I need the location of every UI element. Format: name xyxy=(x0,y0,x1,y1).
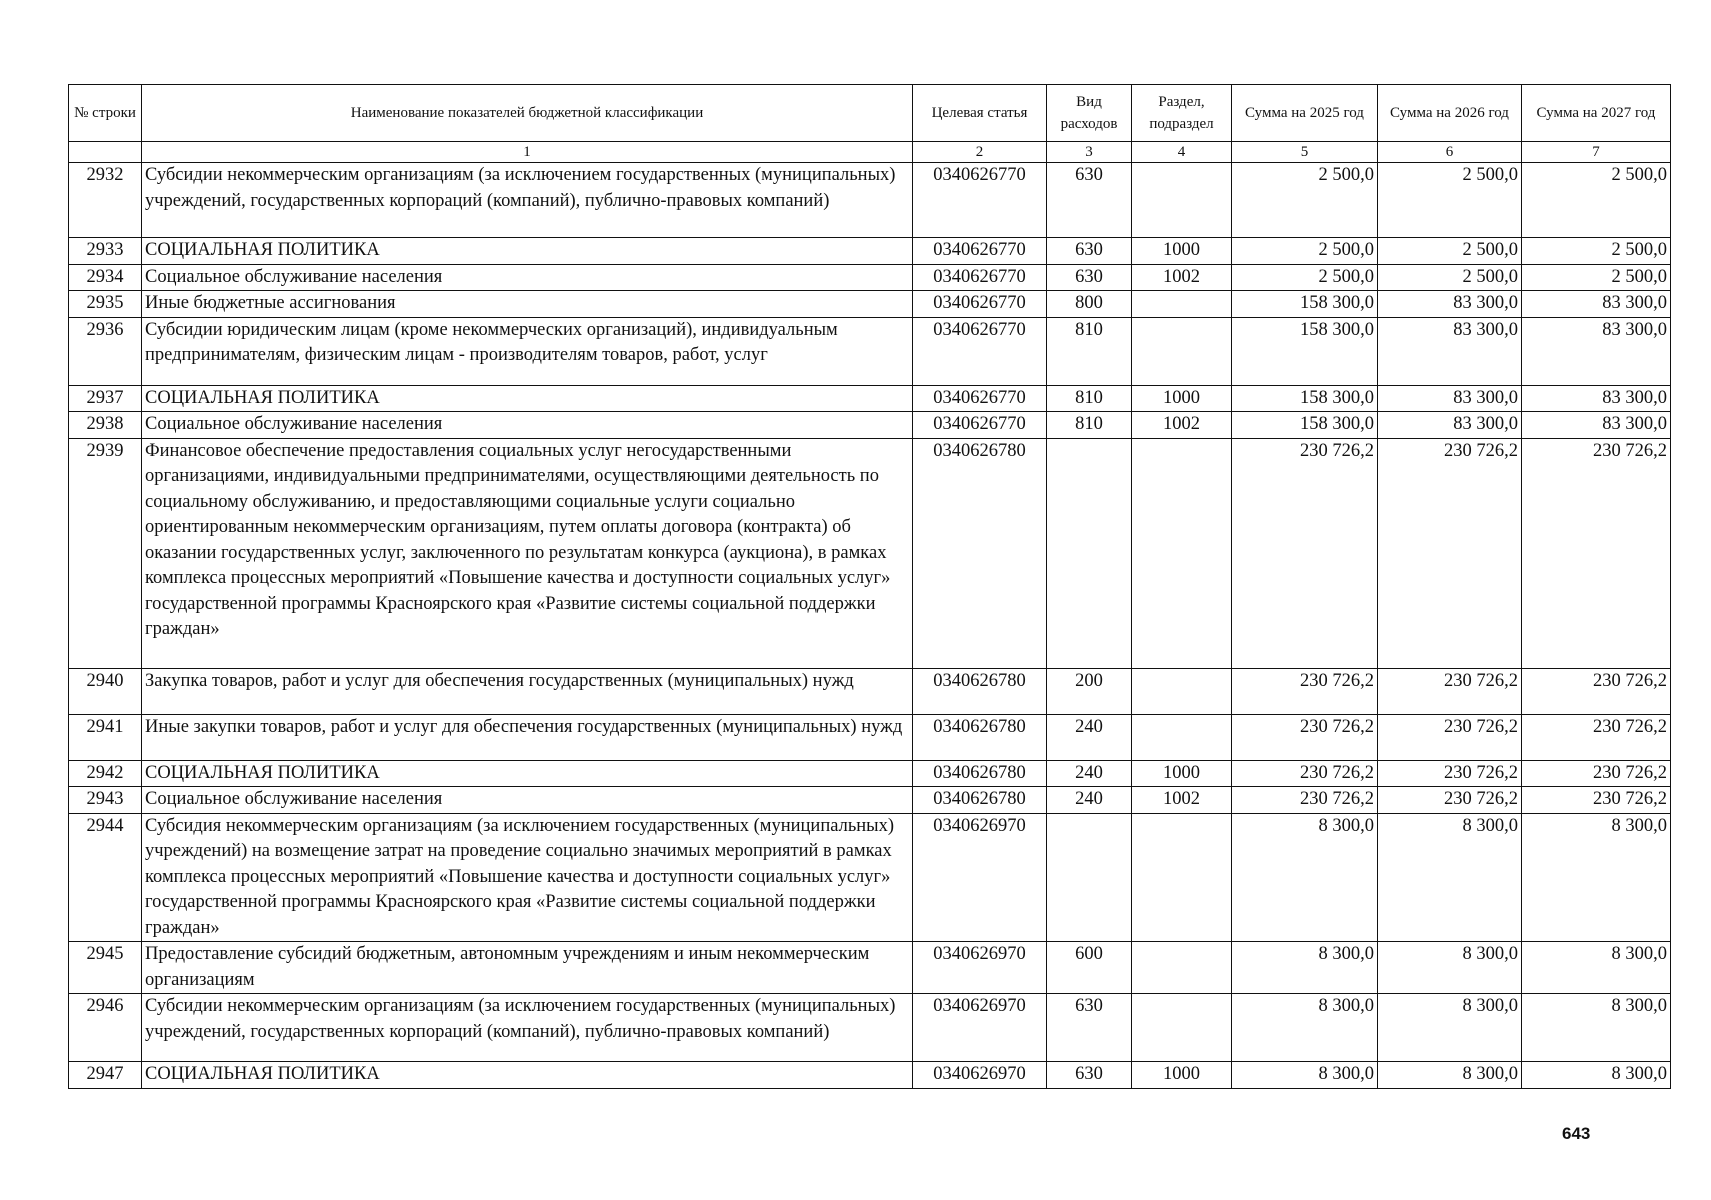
indicator-name-cell: СОЦИАЛЬНАЯ ПОЛИТИКА xyxy=(142,238,913,265)
section-code-cell: 1002 xyxy=(1132,412,1232,439)
indicator-name-cell: Иные закупки товаров, работ и услуг для обеспечения государственных (муниципальных) нужд xyxy=(142,714,913,760)
table-row xyxy=(69,994,1671,1062)
expense-type-cell: 630 xyxy=(1047,994,1132,1062)
section-code-cell xyxy=(1132,163,1232,238)
row-number-cell: 2942 xyxy=(69,760,142,787)
table-row xyxy=(69,438,1671,668)
section-code-cell xyxy=(1132,317,1232,385)
target-article-cell: 0340626770 xyxy=(913,163,1047,238)
sum-2026-cell: 230 726,2 xyxy=(1378,668,1522,714)
target-article-cell: 0340626780 xyxy=(913,787,1047,814)
table-row xyxy=(69,668,1671,714)
sum-2025-cell: 230 726,2 xyxy=(1232,714,1378,760)
sum-2025-cell: 158 300,0 xyxy=(1232,317,1378,385)
row-number-cell: 2935 xyxy=(69,291,142,318)
sum-2027-cell: 230 726,2 xyxy=(1522,438,1671,668)
target-article-cell: 0340626770 xyxy=(913,264,1047,291)
header-section: Раздел, подраздел xyxy=(1132,85,1232,142)
sum-2026-cell: 8 300,0 xyxy=(1378,942,1522,994)
budget-sheet xyxy=(68,84,1670,1089)
header-sum-2026: Сумма на 2026 год xyxy=(1378,85,1522,142)
table-row xyxy=(69,163,1671,238)
sum-2027-cell: 83 300,0 xyxy=(1522,412,1671,439)
row-number-cell: 2939 xyxy=(69,438,142,668)
section-code-cell: 1002 xyxy=(1132,787,1232,814)
header-sum-2025: Сумма на 2025 год xyxy=(1232,85,1378,142)
sum-2025-cell: 2 500,0 xyxy=(1232,163,1378,238)
table-row xyxy=(69,942,1671,994)
sum-2027-cell: 8 300,0 xyxy=(1522,813,1671,942)
sum-2027-cell: 83 300,0 xyxy=(1522,291,1671,318)
sum-2026-cell: 83 300,0 xyxy=(1378,317,1522,385)
indicator-name-cell: СОЦИАЛЬНАЯ ПОЛИТИКА xyxy=(142,760,913,787)
section-code-cell: 1000 xyxy=(1132,385,1232,412)
column-number: 6 xyxy=(1378,142,1522,163)
section-code-cell: 1000 xyxy=(1132,1062,1232,1089)
column-number: 4 xyxy=(1132,142,1232,163)
expense-type-cell: 240 xyxy=(1047,714,1132,760)
target-article-cell: 0340626780 xyxy=(913,714,1047,760)
target-article-cell: 0340626770 xyxy=(913,317,1047,385)
sum-2025-cell: 230 726,2 xyxy=(1232,760,1378,787)
sum-2025-cell: 2 500,0 xyxy=(1232,264,1378,291)
target-article-cell: 0340626770 xyxy=(913,291,1047,318)
column-number: 2 xyxy=(913,142,1047,163)
column-number: 1 xyxy=(142,142,913,163)
sum-2027-cell: 83 300,0 xyxy=(1522,385,1671,412)
indicator-name-cell: Социальное обслуживание населения xyxy=(142,787,913,814)
target-article-cell: 0340626780 xyxy=(913,668,1047,714)
expense-type-cell: 630 xyxy=(1047,1062,1132,1089)
expense-type-cell: 240 xyxy=(1047,760,1132,787)
sum-2026-cell: 8 300,0 xyxy=(1378,813,1522,942)
sum-2026-cell: 230 726,2 xyxy=(1378,438,1522,668)
indicator-name-cell: СОЦИАЛЬНАЯ ПОЛИТИКА xyxy=(142,385,913,412)
header-expense-type: Вид расходов xyxy=(1047,85,1132,142)
row-number-cell: 2937 xyxy=(69,385,142,412)
column-number xyxy=(69,142,142,163)
section-code-cell xyxy=(1132,813,1232,942)
target-article-cell: 0340626780 xyxy=(913,438,1047,668)
header-row-number: № строки xyxy=(69,85,142,142)
sum-2026-cell: 230 726,2 xyxy=(1378,714,1522,760)
expense-type-cell: 810 xyxy=(1047,412,1132,439)
header-target-article: Целевая статья xyxy=(913,85,1047,142)
row-number-cell: 2932 xyxy=(69,163,142,238)
expense-type-cell: 240 xyxy=(1047,787,1132,814)
indicator-name-cell: Предоставление субсидий бюджетным, автономным учреждениям и иным некоммерческим организациям xyxy=(142,942,913,994)
sum-2025-cell: 8 300,0 xyxy=(1232,1062,1378,1089)
table-row xyxy=(69,1062,1671,1089)
indicator-name-cell: Закупка товаров, работ и услуг для обеспечения государственных (муниципальных) нужд xyxy=(142,668,913,714)
expense-type-cell xyxy=(1047,813,1132,942)
expense-type-cell: 800 xyxy=(1047,291,1132,318)
sum-2027-cell: 8 300,0 xyxy=(1522,942,1671,994)
column-number-row xyxy=(69,142,1671,163)
sum-2027-cell: 230 726,2 xyxy=(1522,787,1671,814)
budget-table xyxy=(68,84,1671,1089)
table-body xyxy=(69,163,1671,1089)
table-row xyxy=(69,264,1671,291)
row-number-cell: 2943 xyxy=(69,787,142,814)
section-code-cell xyxy=(1132,994,1232,1062)
indicator-name-cell: Социальное обслуживание населения xyxy=(142,264,913,291)
table-row xyxy=(69,412,1671,439)
sum-2026-cell: 2 500,0 xyxy=(1378,238,1522,265)
column-number: 5 xyxy=(1232,142,1378,163)
sum-2025-cell: 158 300,0 xyxy=(1232,412,1378,439)
target-article-cell: 0340626970 xyxy=(913,1062,1047,1089)
sum-2026-cell: 83 300,0 xyxy=(1378,385,1522,412)
indicator-name-cell: Субсидии некоммерческим организациям (за исключением государственных (муниципальных) учреждений, государственных корпораций (компаний), публично-правовых компаний) xyxy=(142,163,913,238)
row-number-cell: 2946 xyxy=(69,994,142,1062)
section-code-cell xyxy=(1132,942,1232,994)
sum-2027-cell: 230 726,2 xyxy=(1522,668,1671,714)
expense-type-cell: 630 xyxy=(1047,163,1132,238)
expense-type-cell: 600 xyxy=(1047,942,1132,994)
indicator-name-cell: СОЦИАЛЬНАЯ ПОЛИТИКА xyxy=(142,1062,913,1089)
header-sum-2027: Сумма на 2027 год xyxy=(1522,85,1671,142)
sum-2026-cell: 230 726,2 xyxy=(1378,760,1522,787)
section-code-cell: 1002 xyxy=(1132,264,1232,291)
column-number: 7 xyxy=(1522,142,1671,163)
sum-2026-cell: 230 726,2 xyxy=(1378,787,1522,814)
target-article-cell: 0340626780 xyxy=(913,760,1047,787)
indicator-name-cell: Социальное обслуживание населения xyxy=(142,412,913,439)
target-article-cell: 0340626970 xyxy=(913,994,1047,1062)
sum-2026-cell: 83 300,0 xyxy=(1378,291,1522,318)
indicator-name-cell: Субсидия некоммерческим организациям (за исключением государственных (муниципальных) учреждений) на возмещение затрат на проведение социально значимых мероприятий в рамках комплекса процессных мероприятий «Повышение качества и доступности социальных услуг» государственной программы Красноярского края «Развитие системы социальной поддержки граждан» xyxy=(142,813,913,942)
target-article-cell: 0340626770 xyxy=(913,238,1047,265)
indicator-name-cell: Субсидии некоммерческим организациям (за исключением государственных (муниципальных) учреждений, государственных корпораций (компаний), публично-правовых компаний) xyxy=(142,994,913,1062)
target-article-cell: 0340626970 xyxy=(913,813,1047,942)
row-number-cell: 2947 xyxy=(69,1062,142,1089)
target-article-cell: 0340626770 xyxy=(913,412,1047,439)
row-number-cell: 2941 xyxy=(69,714,142,760)
sum-2027-cell: 2 500,0 xyxy=(1522,163,1671,238)
sum-2025-cell: 8 300,0 xyxy=(1232,942,1378,994)
sum-2025-cell: 230 726,2 xyxy=(1232,438,1378,668)
sum-2025-cell: 230 726,2 xyxy=(1232,668,1378,714)
section-code-cell xyxy=(1132,438,1232,668)
section-code-cell: 1000 xyxy=(1132,238,1232,265)
indicator-name-cell: Финансовое обеспечение предоставления социальных услуг негосударственными организациями, индивидуальными предпринимателями, осуществляющими деятельность по социальному обслуживанию, и предоставляющими социальные услуги социально ориентированным некоммерческим организациям, путем оплаты договора (контракта) об оказании государственных услуг, заключенного по результатам конкурса (аукциона), в рамках комплекса процессных мероприятий «Повышение качества и доступности социальных услуг» государственной программы Красноярского края «Развитие системы социальной поддержки граждан» xyxy=(142,438,913,668)
sum-2027-cell: 2 500,0 xyxy=(1522,238,1671,265)
row-number-cell: 2940 xyxy=(69,668,142,714)
row-number-cell: 2934 xyxy=(69,264,142,291)
sum-2026-cell: 8 300,0 xyxy=(1378,1062,1522,1089)
sum-2025-cell: 230 726,2 xyxy=(1232,787,1378,814)
row-number-cell: 2933 xyxy=(69,238,142,265)
expense-type-cell: 630 xyxy=(1047,238,1132,265)
section-code-cell xyxy=(1132,291,1232,318)
sum-2025-cell: 158 300,0 xyxy=(1232,385,1378,412)
row-number-cell: 2936 xyxy=(69,317,142,385)
sum-2027-cell: 8 300,0 xyxy=(1522,994,1671,1062)
header-indicator-name: Наименование показателей бюджетной классификации xyxy=(142,85,913,142)
table-row xyxy=(69,760,1671,787)
sum-2025-cell: 2 500,0 xyxy=(1232,238,1378,265)
sum-2026-cell: 2 500,0 xyxy=(1378,163,1522,238)
table-row xyxy=(69,317,1671,385)
section-code-cell: 1000 xyxy=(1132,760,1232,787)
sum-2025-cell: 8 300,0 xyxy=(1232,813,1378,942)
table-row xyxy=(69,787,1671,814)
target-article-cell: 0340626970 xyxy=(913,942,1047,994)
sum-2025-cell: 8 300,0 xyxy=(1232,994,1378,1062)
sum-2027-cell: 83 300,0 xyxy=(1522,317,1671,385)
row-number-cell: 2944 xyxy=(69,813,142,942)
sum-2025-cell: 158 300,0 xyxy=(1232,291,1378,318)
sum-2027-cell: 230 726,2 xyxy=(1522,714,1671,760)
expense-type-cell xyxy=(1047,438,1132,668)
table-row xyxy=(69,714,1671,760)
indicator-name-cell: Субсидии юридическим лицам (кроме некоммерческих организаций), индивидуальным предпринимателям, физическим лицам - производителям товаров, работ, услуг xyxy=(142,317,913,385)
sum-2026-cell: 2 500,0 xyxy=(1378,264,1522,291)
section-code-cell xyxy=(1132,714,1232,760)
sum-2027-cell: 2 500,0 xyxy=(1522,264,1671,291)
row-number-cell: 2938 xyxy=(69,412,142,439)
page-number: 643 xyxy=(1562,1124,1591,1143)
sum-2026-cell: 8 300,0 xyxy=(1378,994,1522,1062)
table-row xyxy=(69,291,1671,318)
row-number-cell: 2945 xyxy=(69,942,142,994)
sum-2027-cell: 230 726,2 xyxy=(1522,760,1671,787)
target-article-cell: 0340626770 xyxy=(913,385,1047,412)
header-row xyxy=(69,85,1671,142)
column-number: 3 xyxy=(1047,142,1132,163)
expense-type-cell: 200 xyxy=(1047,668,1132,714)
table-row xyxy=(69,813,1671,942)
sum-2026-cell: 83 300,0 xyxy=(1378,412,1522,439)
expense-type-cell: 630 xyxy=(1047,264,1132,291)
table-row xyxy=(69,385,1671,412)
expense-type-cell: 810 xyxy=(1047,317,1132,385)
sum-2027-cell: 8 300,0 xyxy=(1522,1062,1671,1089)
indicator-name-cell: Иные бюджетные ассигнования xyxy=(142,291,913,318)
table-row xyxy=(69,238,1671,265)
expense-type-cell: 810 xyxy=(1047,385,1132,412)
section-code-cell xyxy=(1132,668,1232,714)
